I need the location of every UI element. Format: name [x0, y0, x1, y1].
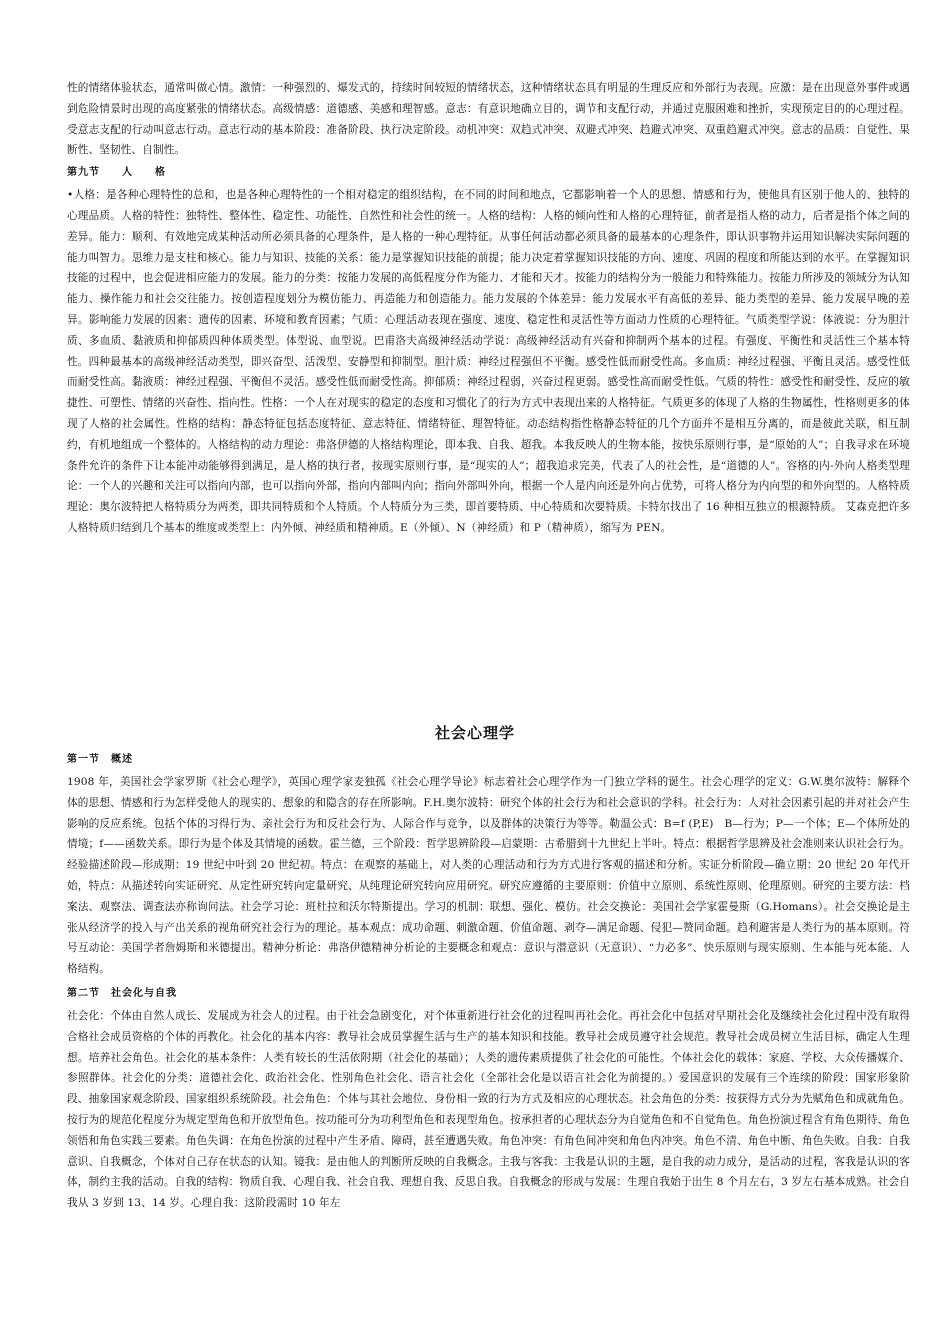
section-heading-socialization: 第二节 社会化与自我 [67, 987, 177, 999]
personality-paragraph: •人格：是各种心理特性的总和，也是各种心理特性的一个相对稳定的组织结构，在不同的时间和地点，它都影响着一个人的思想、情感和行为，使他具有区别于他人的、独特的心理品质。人格的特性：独特性、整体性、稳定性、功能性、自然性和社会性的统一。人格的结构：人格的倾向性和人格的心理特征，前者是指人格的动力，后者是指个体之间的差异。能力：顺利、有效地完成某种活动所必须具备的心理条件，是人格的一种心理特征。从事任何活动都必须具备的最基本的心理条件，即认识事物并运用知识解决实际问题的能力叫智力。思维力是支柱和核心。能力与知识、技能的关系：能力是掌握知识技能的前提；能力决定着掌握知识技能的方向、速度、巩固的程度和所能达到的水平。在掌握知识技能的过程中，也会促进相应能力的发展。能力的分类：按能力发展的高低程度分作为能力、才能和天才。按能力的结构分为一般能力和特殊能力。按能力所涉及的领域分为认知能力、操作能力和社会交往能力。按创造程度划分为模仿能力、再造能力和创造能力。能力发展的个体差异：能力发展水平有高低的差异、能力类型的差异、能力发展早晚的差异。影响能力发展的因素：遗传的因素、环境和教育因素；气质：心理活动表现在强度、速度、稳定性和灵活性等方面动力性质的心理特征。气质类型学说：体液说：分为胆汁质、多血质、黏液质和抑郁质四种体质类型。体型说、血型说。巴甫洛夫高级神经活动学说：高级神经活动有兴奋和抑制两个基本的过程。有强度、平衡性和灵活性三个基本特性。四种最基本的高级神经活动类型，即兴奋型、活泼型、安静型和抑制型。胆汁质：神经过程强但不平衡。感受性低而耐受性高。多血质：神经过程强、平衡且灵活。感受性低而耐受性高。黏液质：神经过程强、平衡但不灵活。感受性低而耐受性高。抑郁质：神经过程弱，兴奋过程更弱。感受性高而耐受性低。气质的特性：感受性和耐受性、反应的敏捷性、可塑性、情绪的兴奋性、指向性。性格：一个人在对现实的稳定的态度和习惯化了的行为方式中表现出来的人格特征。气质更多的体现了人格的生物属性，性格则更多的体现了人格的社会属性。性格的结构：静态特征包括态度特征、意志特征、情绪特征、理智特征。动态结构指性格静态特征的几个方面并不是相互分离的，而是彼此关联，相互制约，有机地组成一个整体的。人格结构的动力理论：弗洛伊德的人格结构理论，即本我、自我、超我。本我反映人的生物本能，按快乐原则行事，是“原始的人”；自我寻求在环境条件允许的条件下让本能冲动能够得到满足，是人格的执行者，按现实原则行事，是“现实的人”；超我追求完美，代表了人的社会性，是“道德的人”。容格的内-外向人格类型理论：一个人的兴趣和关注可以指向内部，也可以指向外部，指向内部叫内向；指向外部叫外向，根据一个人是内向还是外向占优势，可将人格分为内向型的和外向型的。人格特质理论：奥尔波特把人格特质分为两类，即共同特质和个人特质。个人特质分为三类，即首要特质、中心特质和次要特质。卡特尔找出了 16 种相互独立的根源特质。 艾森克把许多人格特质归结到几个基本的维度或类型上：内外倾、神经质和精神质。E（外倾）、N（神经质）和 P（精神质），缩写为 PEN。 [67, 189, 910, 534]
section-heading-personality: 第九节 人 格 [67, 167, 166, 179]
lower-text-block [67, 748, 910, 1214]
socialization-paragraph: 社会化：个体由自然人成长、发展成为社会人的过程。由于社会急剧变化，对个体重新进行社会化的过程叫再社会化。再社会化中包括对早期社会化及继续社会化过程中没有取得合格社会成员资格的个体的再教化。社会化的基本内容：教导社会成员掌握生活与生产的基本知识和技能。教导社会成员遵守社会规范。教导社会成员树立生活目标，确定人生理想。培养社会角色。社会化的基本条件：人类有较长的生活依附期（社会化的基础）；人类的遗传素质提供了社会化的可能性。个体社会化的载体：家庭、学校、大众传播媒介、参照群体。社会化的分类：道德社会化、政治社会化、性别角色社会化、语言社会化（全部社会化是以语言社会化为前提的。）爱国意识的发展有三个连续的阶段：国家形象阶段、抽象国家观念阶段、国家组织系统阶段。社会角色：个体与其社会地位、身份相一致的行为方式及相应的心理状态。社会角色的分类：按获得方式分为先赋角色和成就角色。按行为的规范化程度分为规定型角色和开放型角色。按功能可分为功利型角色和表现型角色。按承担者的心理状态分为自觉角色和不自觉角色。角色扮演过程含有角色期待、角色领悟和角色实践三要素。角色失调：在角色扮演的过程中产生矛盾、障碍，甚至遭遇失败。角色冲突：有角色间冲突和角色内冲突。角色不清、角色中断、角色失败。自我：自我意识、自我概念，个体对自己存在状态的认知。镜我：是由他人的判断所反映的自我概念。主我与客我：主我是认识的主题，是自我的动力成分，是活动的过程，客我是认识的客体，制约主我的活动。自我的结构：物质自我、心理自我、社会自我、理想自我、反思自我。自我概念的形成与发展：生理自我始于出生 8 个月左右，3 岁左右基本成熟。社会自我从 3 岁到 13、14 岁。心理自我：这阶段需时 10 年左 [67, 1009, 910, 1210]
social-psychology-overview-paragraph: 1908 年，美国社会学家罗斯《社会心理学》，英国心理学家麦独孤《社会心理学导论》标志着社会心理学作为一门独立学科的诞生。社会心理学的定义：G.W.奥尔波特：解释个体的思想、情感和行为怎样受他人的现实的、想象的和隐含的存在所影响。F.H.奥尔波特：研究个体的社会行为和社会意识的学科。社会行为：人对社会因素引起的并对社会产生影响的反应系统。包括个体的习得行为、亲社会行为和反社会行为、人际合作与竞争，以及群体的决策行为等等。勒温公式：B=f (P,E) B—行为；P—一个体；E—个体所处的情境；f——函数关系。即行为是个体及其情境的函数。霍兰德，三个阶段：哲学思辨阶段—启蒙期：古希腊到十九世纪上半叶。特点：根据哲学思辨及社会准则来认识社会行为。经验描述阶段—形成期：19 世纪中叶到 20 世纪初。特点：在观察的基础上，对人类的心理活动和行为方式进行客观的描述和分析。实证分析阶段—确立期：20 世纪 20 年代开始，特点：从描述转向实证研究、从定性研究转向定量研究、从纯理论研究转向应用研究。研究应遵循的主要原则：价值中立原则、系统性原则、伦理原则。研究的主要方法：档案法、观察法、调查法亦称询问法。社会学习论：班杜拉和沃尔特斯提出。学习的机制：联想、强化、模仿。社会交换论：美国社会学家霍曼斯（G.Homans）。社会交换论是主张从经济学的投入与产出关系的视角研究社会行为的理论。基本观点：成功命题、刺激命题、价值命题、剥夺—满足命题、侵犯—赞同命题。趋利避害是人类行为的基本原则。符号互动论：美国学者詹姆斯和米德提出。精神分析论：弗洛伊德精神分析论的主要概念和观点：意识与潜意识（无意识）、“力必多”、快乐原则与现实原则、生本能与死本能、人格结构。 [67, 776, 910, 976]
emotion-will-paragraph: 性的情绪体验状态，通常叫做心情。激情：一种强烈的、爆发式的，持续时间较短的情绪状态，这种情绪状态具有明显的生理反应和外部行为表现。应激：是在出现意外事件或遇到危险情景时出现的高度紧张的情绪状态。高级情感：道德感、美感和理智感。意志：有意识地确立目的，调节和支配行动，并通过克服困难和挫折，实现预定目的的心理过程。受意志支配的行动叫意志行动。意志行动的基本阶段：准备阶段、执行决定阶段。动机冲突：双趋式冲突、双避式冲突、趋避式冲突、双重趋避式冲突。意志的品质：自觉性、果断性、坚韧性、自制性。 [67, 82, 910, 157]
chapter-title: 社会心理学 [434, 724, 515, 742]
upper-text-block [67, 78, 910, 539]
section-heading-overview: 第一节 概述 [67, 754, 133, 765]
